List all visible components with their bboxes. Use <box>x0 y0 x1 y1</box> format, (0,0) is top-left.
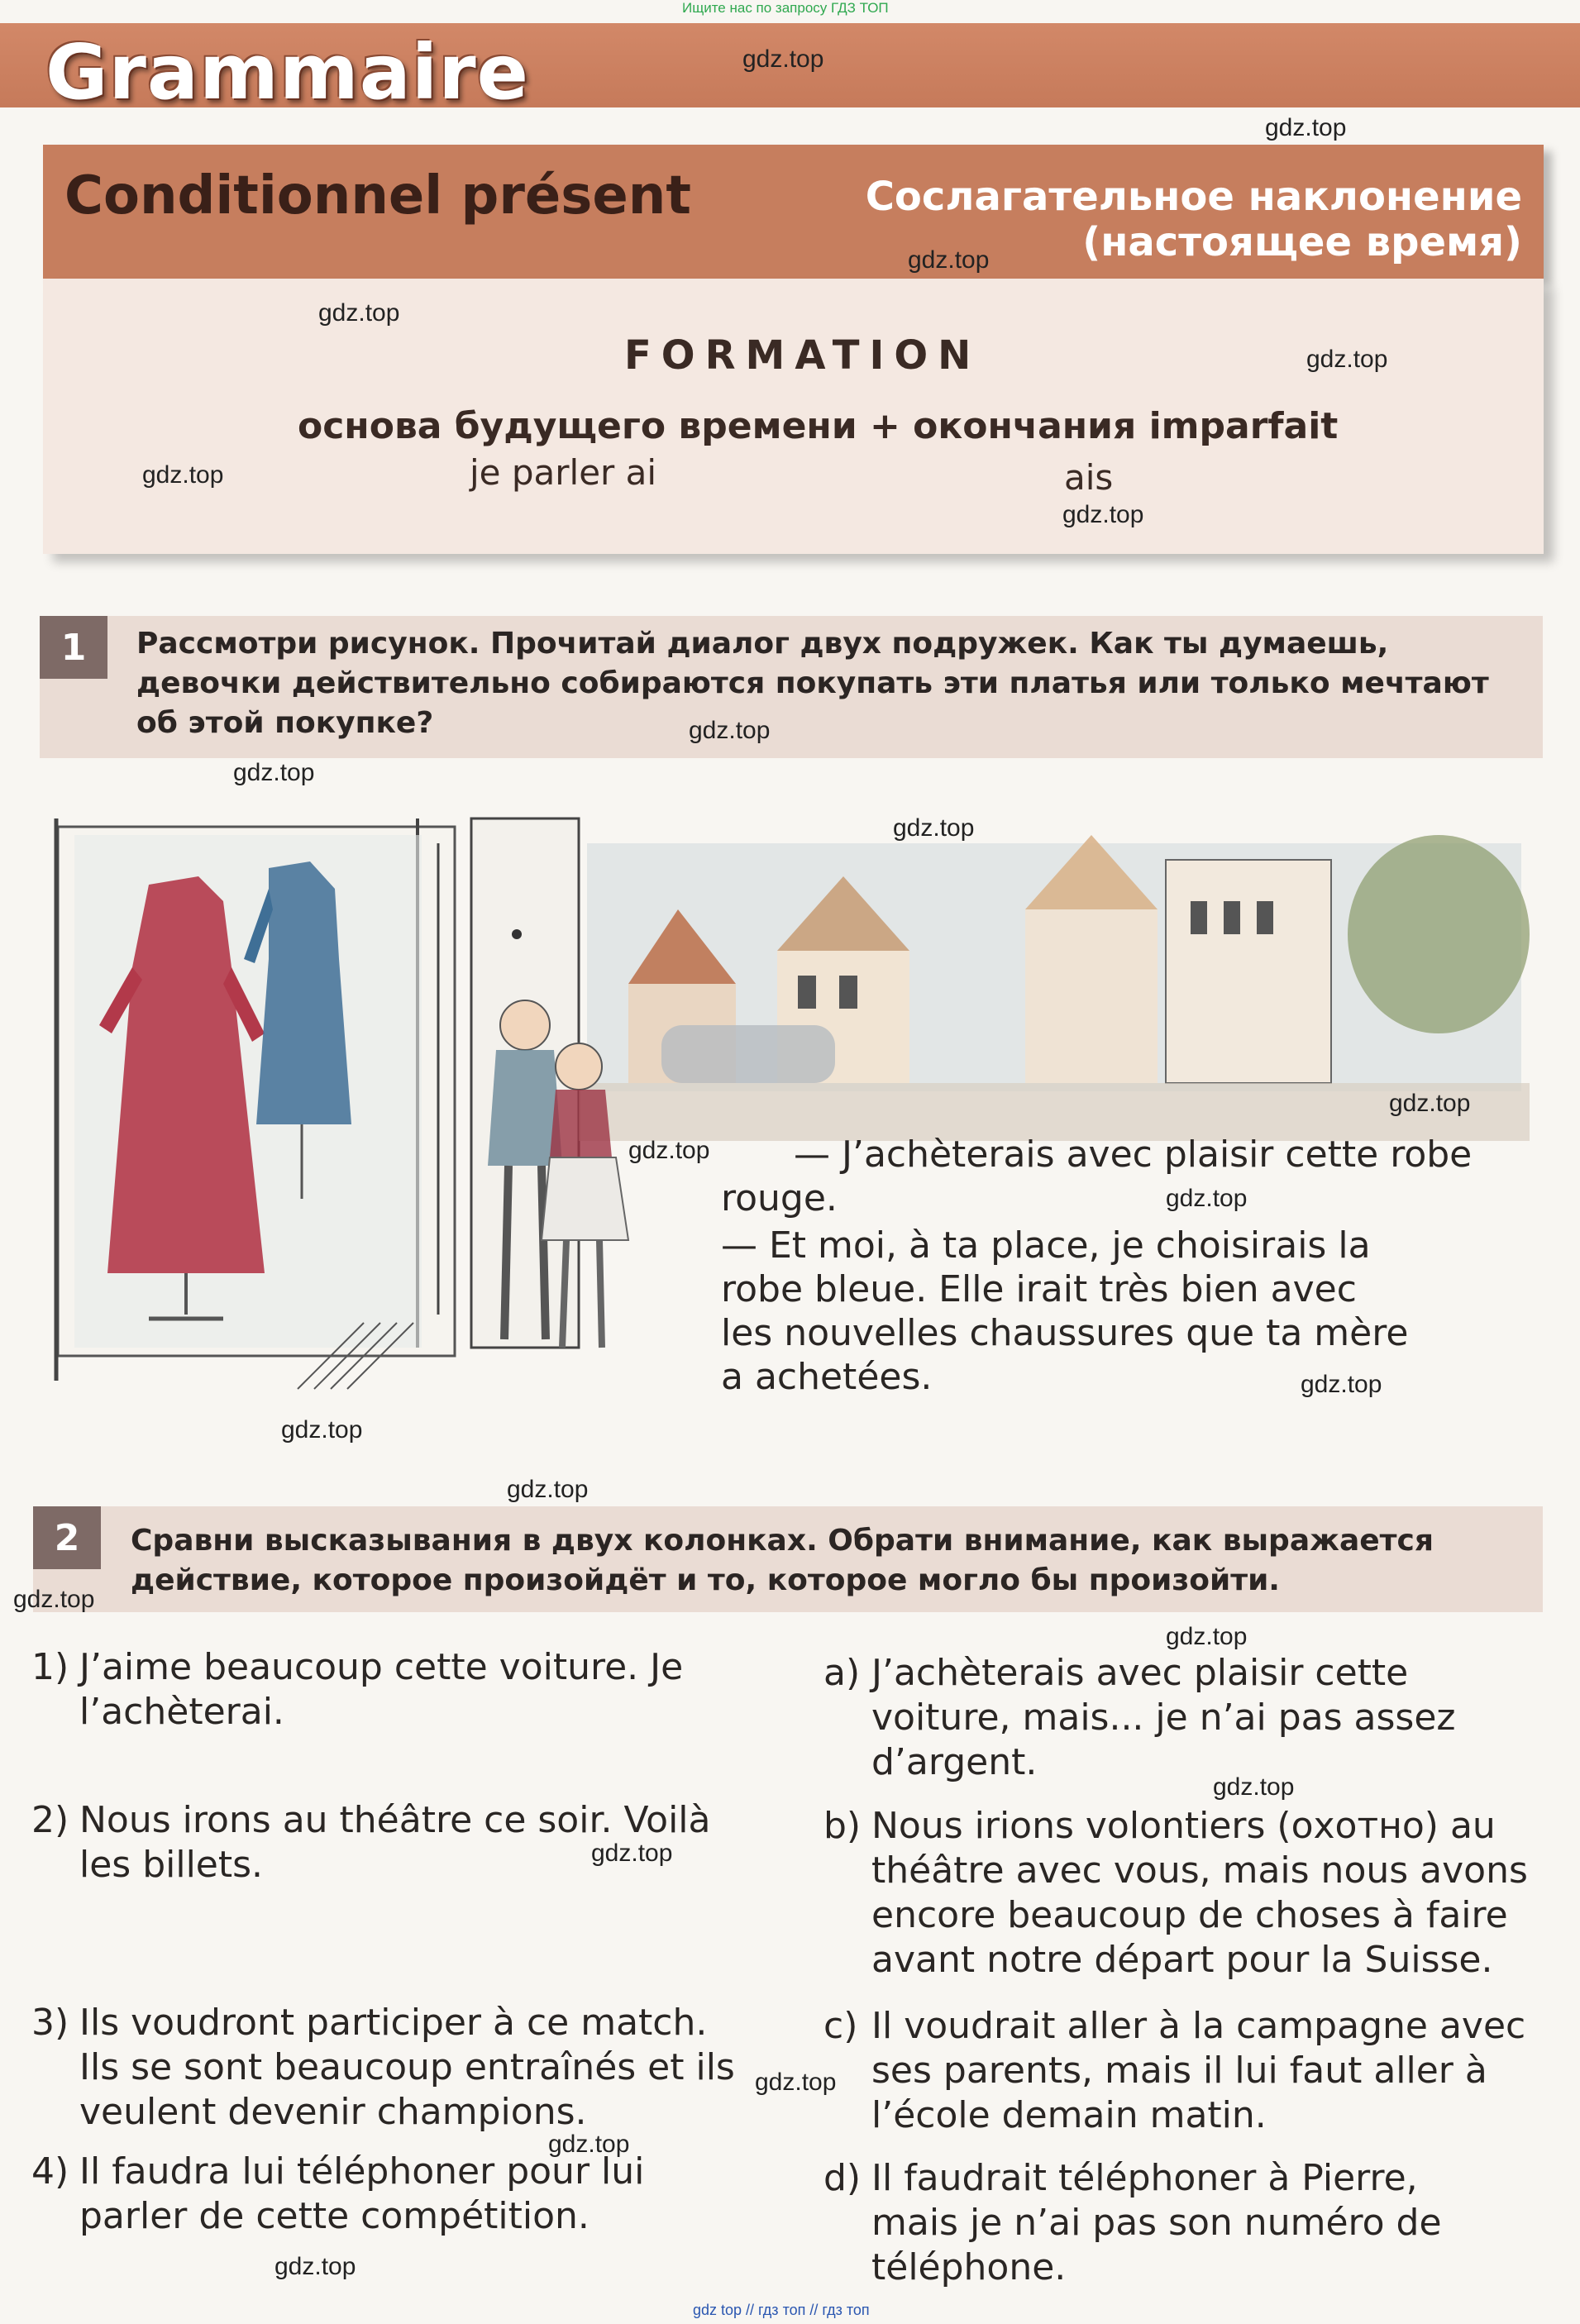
watermark: gdz.top <box>13 1586 95 1613</box>
grammar-title-fr: Conditionnel présent <box>64 165 691 227</box>
watermark: gdz.top <box>548 2131 630 2158</box>
formation-example-ending: ais <box>1064 457 1114 498</box>
item-text: Ils voudront participer à ce match. Ils se sont beaucoup entraînés et ils veulent devenir champions. <box>79 2002 735 2133</box>
dialog-line: rouge. <box>721 1177 838 1219</box>
item-label: 3) <box>31 2002 69 2044</box>
watermark: gdz.top <box>591 1840 673 1867</box>
watermark: gdz.top <box>1166 1185 1248 1212</box>
left-item-3 <box>31 2001 776 2141</box>
watermark: gdz.top <box>281 1416 363 1444</box>
item-label: c) <box>823 2005 858 2047</box>
item-label: b) <box>823 1805 862 1847</box>
watermark: gdz.top <box>233 759 315 786</box>
item-text: Nous irions volontiers (охотно) au théâtre avec vous, mais nous avons encore beaucoup de choses à faire avant notre départ pour la Suisse. <box>871 1805 1528 1981</box>
exercise1-task <box>136 624 1525 743</box>
item-text: J’aime beaucoup cette voiture. Je l’achèterai. <box>79 1646 684 1733</box>
right-item-b <box>823 1804 1551 1986</box>
watermark: gdz.top <box>628 1137 710 1164</box>
item-text: J’achèterais avec plaisir cette voiture, mais... je n’ai pas assez d’argent. <box>871 1652 1456 1783</box>
footer-watermark: gdz top // гдз топ // гдз топ <box>693 2302 870 2318</box>
watermark: gdz.top <box>1389 1090 1471 1117</box>
left-item-4 <box>31 2150 776 2249</box>
watermark: gdz.top <box>274 2253 356 2280</box>
watermark: gdz.top <box>1306 346 1388 373</box>
left-item-1 <box>31 1645 776 1744</box>
dialog-line: a achetées. <box>721 1356 933 1398</box>
watermark: gdz.top <box>142 461 224 489</box>
watermark: gdz.top <box>689 717 771 744</box>
right-item-a <box>823 1651 1551 1792</box>
watermark: gdz.top <box>318 299 400 327</box>
dialog <box>721 1133 1548 1399</box>
top-watermark: Ищите нас по запросу ГДЗ ТОП <box>682 0 889 16</box>
watermark: gdz.top <box>1062 501 1144 528</box>
watermark: gdz.top <box>1301 1371 1382 1398</box>
formation-example-stem: je parler ai <box>470 452 657 493</box>
dialog-line: robe bleue. Elle irait très bien avec <box>721 1268 1357 1310</box>
exercise2-task-line2: действие, которое произойдёт и то, которое могло бы произойти. <box>131 1563 1280 1597</box>
exercise2-number: 2 <box>33 1506 101 1569</box>
item-text: Il faudrait téléphoner à Pierre, mais je n’ai pas son numéro de téléphone. <box>871 2157 1442 2288</box>
dialog-line: les nouvelles chaussures que ta mère <box>721 1312 1409 1354</box>
exercise2-task <box>131 1521 1536 1601</box>
formation-rule: основа будущего времени + окончания imparfait <box>298 405 1339 447</box>
dialog-line: — Et moi, à ta place, je choisirais la <box>721 1224 1371 1267</box>
watermark: gdz.top <box>908 246 990 274</box>
watermark: gdz.top <box>755 2069 837 2096</box>
item-label: 2) <box>31 1799 69 1841</box>
right-item-c <box>823 2004 1551 2145</box>
dialog-line: — J’achèterais avec plaisir cette robe <box>794 1133 1473 1176</box>
town-icon <box>579 835 1530 1141</box>
watermark: gdz.top <box>742 45 824 73</box>
exercise1-task-line1: Рассмотри рисунок. Прочитай диалог двух подружек. Как ты думаешь, <box>136 627 1389 661</box>
item-text: Il faudra lui téléphoner pour lui parler de cette compétition. <box>79 2150 645 2237</box>
formation-heading: FORMATION <box>624 332 981 379</box>
grammar-title-ru-line2: (настоящее время) <box>1082 219 1522 265</box>
item-text: Il voudrait aller à la campagne avec ses parents, mais il lui faut aller à l’école demain matin. <box>871 2005 1526 2136</box>
exercise1-task-line2: девочки действительно собираются покупать эти платья или только мечтают <box>136 666 1489 700</box>
watermark: gdz.top <box>1166 1623 1248 1650</box>
item-text: Nous irons au théâtre ce soir. Voilà les billets. <box>79 1799 711 1886</box>
shop-window-icon <box>56 818 455 1389</box>
watermark: gdz.top <box>507 1476 589 1503</box>
item-label: 1) <box>31 1646 69 1688</box>
exercise2-task-line1: Сравни высказывания в двух колонках. Обрати внимание, как выражается <box>131 1524 1434 1558</box>
exercise1-number: 1 <box>40 616 107 679</box>
watermark: gdz.top <box>1213 1773 1295 1801</box>
watermark: gdz.top <box>893 814 975 842</box>
right-item-d <box>823 2156 1551 2297</box>
item-label: d) <box>823 2157 862 2199</box>
watermark: gdz.top <box>1265 114 1347 141</box>
item-label: a) <box>823 1652 861 1694</box>
item-label: 4) <box>31 2150 69 2193</box>
page-title: Grammaire <box>45 28 530 117</box>
exercise1-task-line3: об этой покупке? <box>136 706 434 740</box>
grammar-title-ru-line1: Сослагательное наклонение <box>865 174 1522 220</box>
